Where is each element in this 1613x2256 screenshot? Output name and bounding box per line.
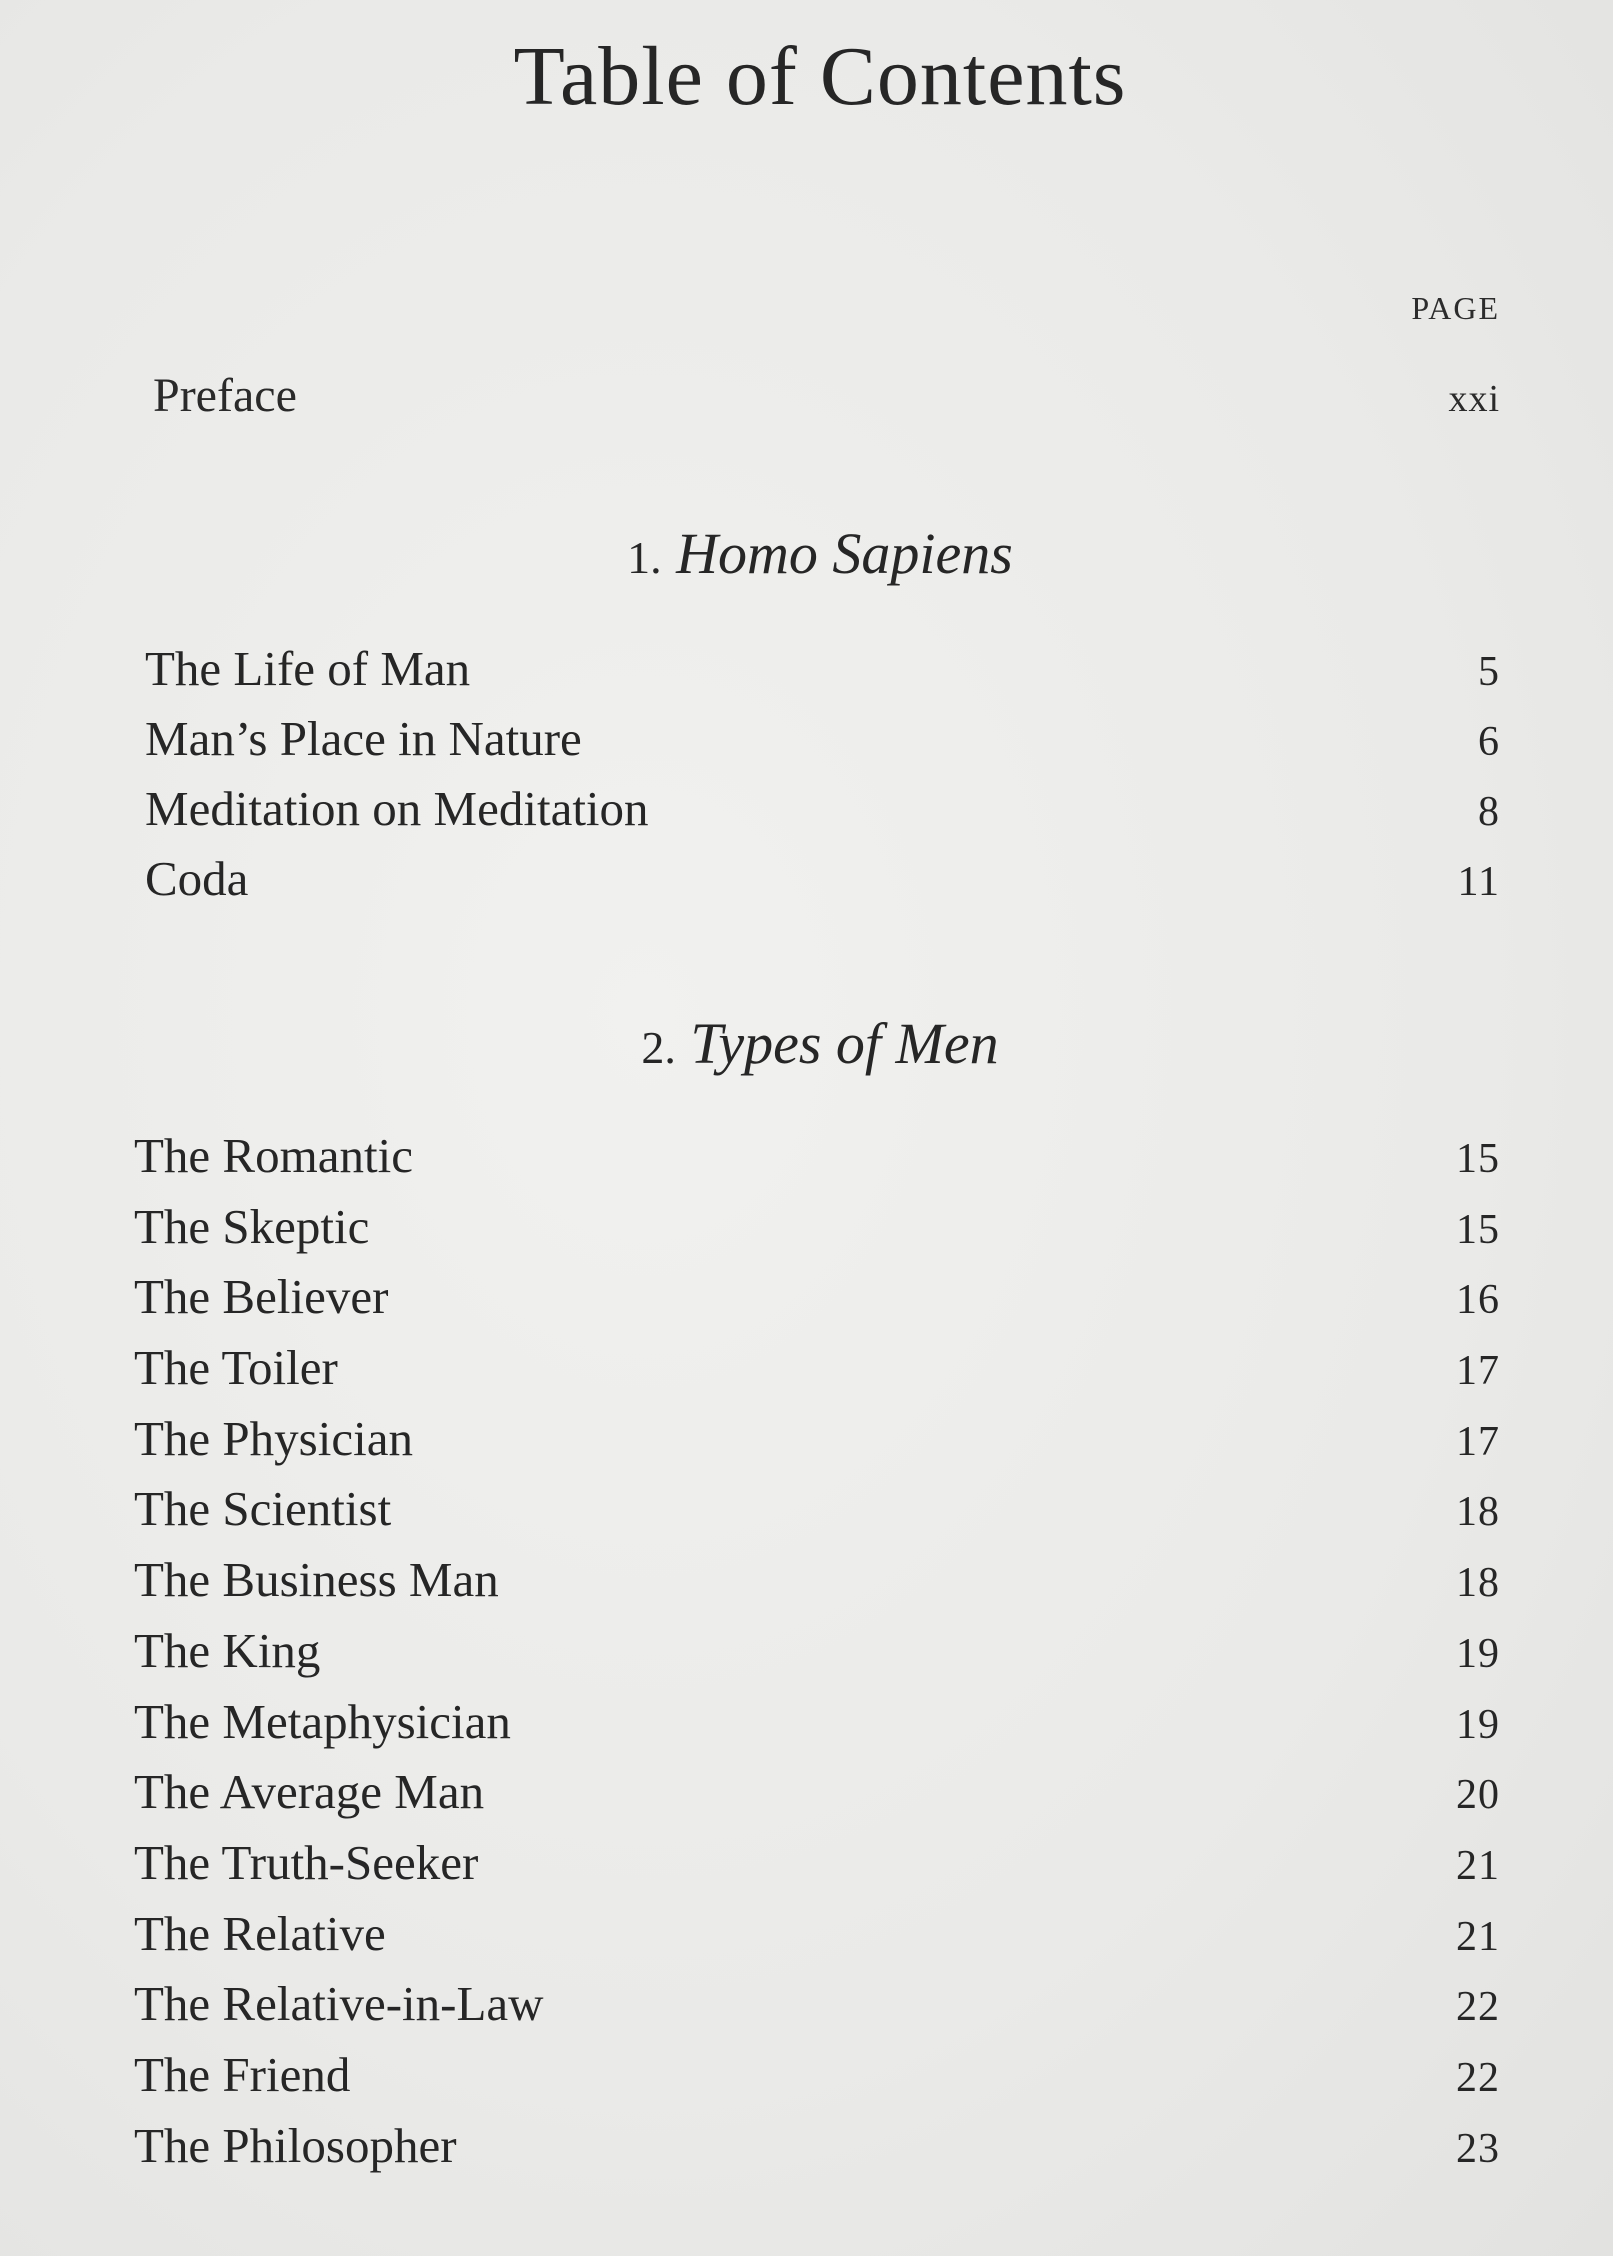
toc-entry [145, 640, 1500, 710]
toc-entry-label: The Relative-in-Law [134, 1976, 544, 2032]
toc-entry-page: 15 [1456, 1136, 1500, 1182]
toc-entry-label: The Philosopher [134, 2117, 457, 2173]
toc-entry [134, 2046, 1500, 2117]
toc-entry-page: 18 [1456, 1489, 1500, 1536]
toc-entry-label: The Life of Man [145, 641, 471, 696]
section-name: Homo Sapiens [676, 521, 1013, 586]
section-2-entries [134, 1127, 1500, 2187]
toc-entry-page: 8 [1478, 789, 1500, 835]
section-heading-1 [0, 520, 1613, 587]
toc-entry-label: The Skeptic [134, 1198, 370, 1254]
toc-entry [134, 1905, 1500, 1976]
toc-entry-label: The Metaphysician [134, 1693, 511, 1749]
toc-entry-label: The Relative [134, 1905, 386, 1961]
toc-entry-page: 22 [1456, 1984, 1500, 2031]
toc-entry-page: 20 [1456, 1772, 1500, 1819]
toc-entry-page: 19 [1456, 1630, 1500, 1677]
toc-entry-label: The Business Man [134, 1552, 499, 1608]
toc-entry [134, 1622, 1500, 1693]
section-number: 1. [627, 532, 662, 583]
toc-entry-label: The Scientist [134, 1481, 392, 1537]
toc-entry-label: Coda [145, 851, 249, 906]
toc-entry-label: The Average Man [134, 1764, 485, 1820]
toc-entry-label: Preface [153, 369, 297, 422]
toc-entry-page: 21 [1456, 1842, 1500, 1889]
page-column-label: PAGE [1411, 290, 1500, 326]
section-number: 2. [641, 1022, 676, 1073]
toc-entry-preface [153, 368, 1500, 423]
toc-entry-label: The Truth-Seeker [134, 1834, 479, 1890]
toc-entry-page: 22 [1456, 2054, 1500, 2101]
toc-entry-page: xxi [1448, 378, 1500, 420]
toc-entry-label: The Romantic [134, 1128, 413, 1183]
toc-entry [134, 1268, 1500, 1339]
section-name: Types of Men [690, 1011, 999, 1076]
toc-entry [134, 1198, 1500, 1269]
toc-entry-label: The Believer [134, 1269, 389, 1325]
toc-entry-page: 15 [1456, 1206, 1500, 1253]
toc-entry [145, 850, 1500, 920]
toc-entry-label: The Friend [134, 2046, 351, 2102]
toc-entry [134, 1693, 1500, 1764]
toc-entry-page: 6 [1478, 719, 1500, 765]
toc-entry-label: Man’s Place in Nature [145, 711, 582, 766]
toc-entry-page: 5 [1478, 649, 1500, 695]
toc-entry-page: 18 [1456, 1560, 1500, 1607]
toc-entry [145, 710, 1500, 780]
toc-entry-page: 17 [1456, 1348, 1500, 1395]
toc-entry [134, 1975, 1500, 2046]
toc-entry-page: 11 [1457, 859, 1500, 905]
toc-entry-label: The Physician [134, 1410, 413, 1466]
toc-entry [134, 1551, 1500, 1622]
toc-entry [134, 1127, 1500, 1198]
toc-entry [134, 1480, 1500, 1551]
section-heading-2 [0, 1010, 1613, 1077]
toc-entry [134, 1763, 1500, 1834]
toc-entry-label: The Toiler [134, 1340, 338, 1396]
toc-entry-page: 21 [1456, 1913, 1500, 1960]
section-1-entries [145, 640, 1500, 920]
toc-entry-page: 16 [1456, 1277, 1500, 1324]
toc-entry [134, 1410, 1500, 1481]
toc-entry [145, 780, 1500, 850]
toc-entry [134, 1834, 1500, 1905]
toc-entry [134, 2117, 1500, 2188]
toc-entry-page: 17 [1456, 1418, 1500, 1465]
page-title: Table of Contents [513, 30, 1127, 123]
toc-entry-label: Meditation on Meditation [145, 781, 649, 836]
toc-entry-label: The King [134, 1622, 321, 1678]
toc-entry-page: 19 [1456, 1701, 1500, 1748]
toc-entry [134, 1339, 1500, 1410]
toc-entry-page: 23 [1456, 2125, 1500, 2172]
